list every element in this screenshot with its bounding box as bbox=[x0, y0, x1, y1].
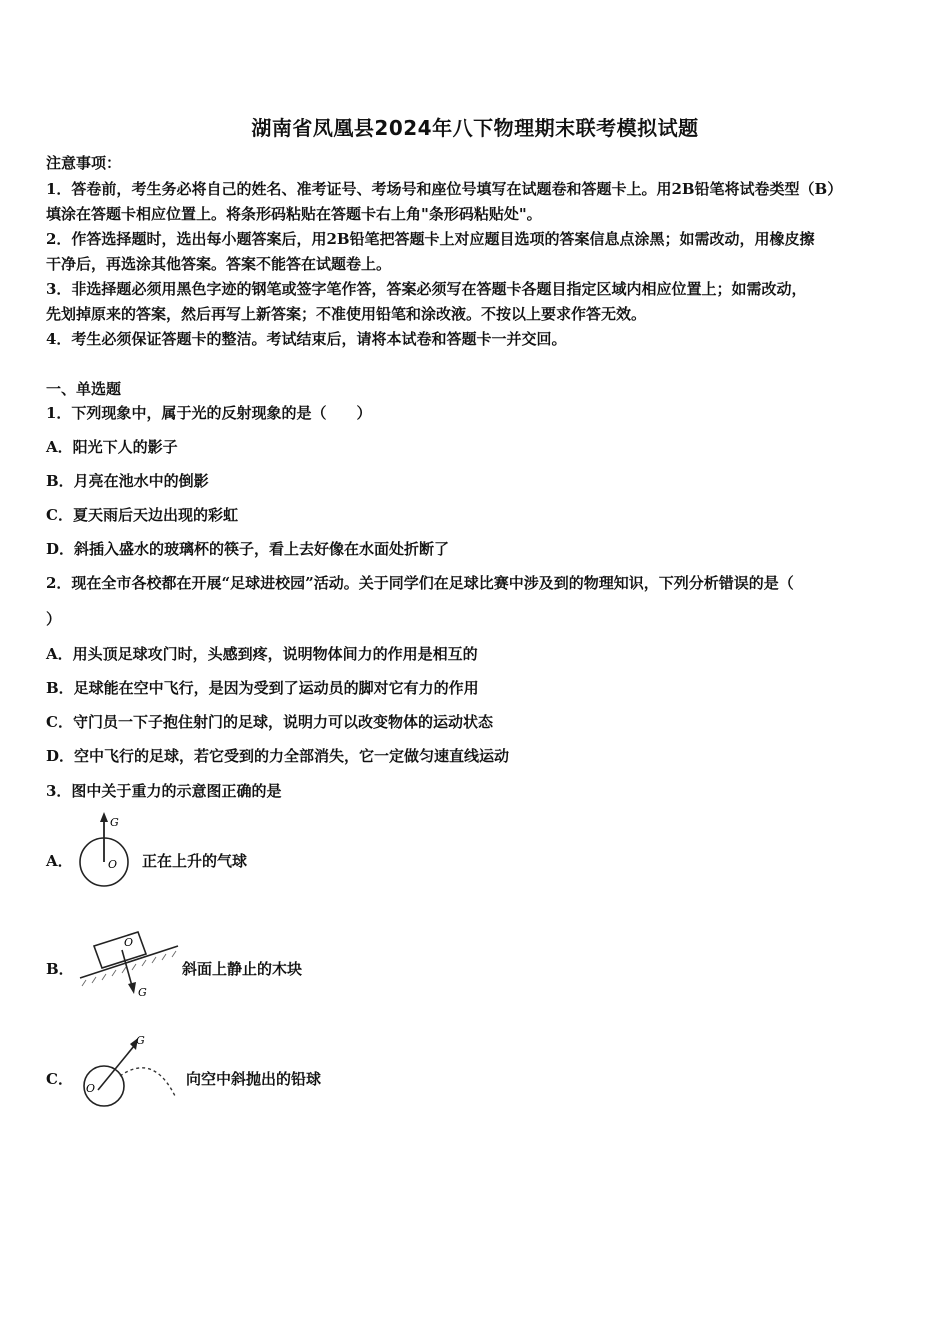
notice-line-7: 4．考生必须保证答题卡的整洁。考试结束后，请将本试卷和答题卡一并交回。 bbox=[46, 330, 567, 348]
q3-stem: 3．图中关于重力的示意图正确的是 bbox=[46, 782, 282, 800]
q1-stem: 1．下列现象中，属于光的反射现象的是（ ） bbox=[46, 404, 372, 422]
q2-option-b: B．足球能在空中飞行，是因为受到了运动员的脚对它有力的作用 bbox=[46, 679, 479, 697]
notice-line-1: 1．答卷前，考生务必将自己的姓名、准考证号、考场号和座位号填写在试题卷和答题卡上。用2B铅笔将试卷类型（B） bbox=[46, 180, 843, 198]
fig-c-o-label: O bbox=[86, 1082, 96, 1095]
q3-option-c-label: C． bbox=[46, 1070, 73, 1088]
fig-b-o-label: O bbox=[124, 936, 134, 949]
notice-line-3: 2．作答选择题时，选出每小题答案后，用2B铅笔把答题卡上对应题目选项的答案信息点涂黑；如需改动，用橡皮擦 bbox=[46, 230, 815, 248]
incline-block-figure bbox=[76, 920, 186, 1005]
q2-option-d: D．空中飞行的足球，若它受到的力全部消失，它一定做匀速直线运动 bbox=[46, 747, 510, 765]
q1-option-a: A．阳光下人的影子 bbox=[46, 438, 178, 456]
shotput-figure bbox=[76, 1030, 196, 1115]
q3-option-a bbox=[46, 810, 546, 900]
notice-line-4: 干净后，再选涂其他答案。答案不能答在试题卷上。 bbox=[46, 255, 392, 273]
q3-option-b-label: B． bbox=[46, 960, 74, 978]
balloon-figure bbox=[74, 810, 144, 895]
q3-option-c-caption: 向空中斜抛出的铅球 bbox=[186, 1070, 322, 1088]
q3-option-b-caption: 斜面上静止的木块 bbox=[182, 960, 303, 978]
q1-option-d: D．斜插入盛水的玻璃杯的筷子，看上去好像在水面处折断了 bbox=[46, 540, 450, 558]
q2-option-a: A．用头顶足球攻门时，头感到疼，说明物体间力的作用是相互的 bbox=[46, 645, 478, 663]
fig-c-g-label: G bbox=[136, 1034, 145, 1047]
q1-option-b: B．月亮在池水中的倒影 bbox=[46, 472, 209, 490]
fig-a-o-label: O bbox=[108, 858, 118, 871]
q2-option-c: C．守门员一下子抱住射门的足球，说明力可以改变物体的运动状态 bbox=[46, 713, 493, 731]
q3-option-a-caption: 正在上升的气球 bbox=[142, 852, 248, 870]
q3-option-b bbox=[46, 920, 546, 1010]
notice-heading: 注意事项： bbox=[46, 154, 122, 172]
q2-stem-line-2: ） bbox=[46, 610, 62, 628]
notice-line-6: 先划掉原来的答案，然后再写上新答案；不准使用铅笔和涂改液。不按以上要求作答无效。 bbox=[46, 305, 647, 323]
fig-b-g-label: G bbox=[138, 986, 147, 999]
q3-option-a-label: A． bbox=[46, 852, 73, 870]
q2-stem-line-1: 2．现在全市各校都在开展“足球进校园”活动。关于同学们在足球比赛中涉及到的物理知识，下列分析错误的是（ bbox=[46, 574, 794, 592]
section-heading: 一、单选题 bbox=[46, 380, 122, 398]
fig-a-g-label: G bbox=[110, 816, 119, 829]
notice-line-5: 3．非选择题必须用黑色字迹的钢笔或签字笔作答，答案必须写在答题卡各题目指定区域内相应位置上；如需改动， bbox=[46, 280, 807, 298]
q3-option-c bbox=[46, 1030, 546, 1120]
notice-line-2: 填涂在答题卡相应位置上。将条形码粘贴在答题卡右上角"条形码粘贴处"。 bbox=[46, 205, 542, 223]
q1-option-c: C．夏天雨后天边出现的彩虹 bbox=[46, 506, 238, 524]
page-title: 湖南省凤凰县2024年八下物理期末联考模拟试题 bbox=[251, 116, 699, 140]
